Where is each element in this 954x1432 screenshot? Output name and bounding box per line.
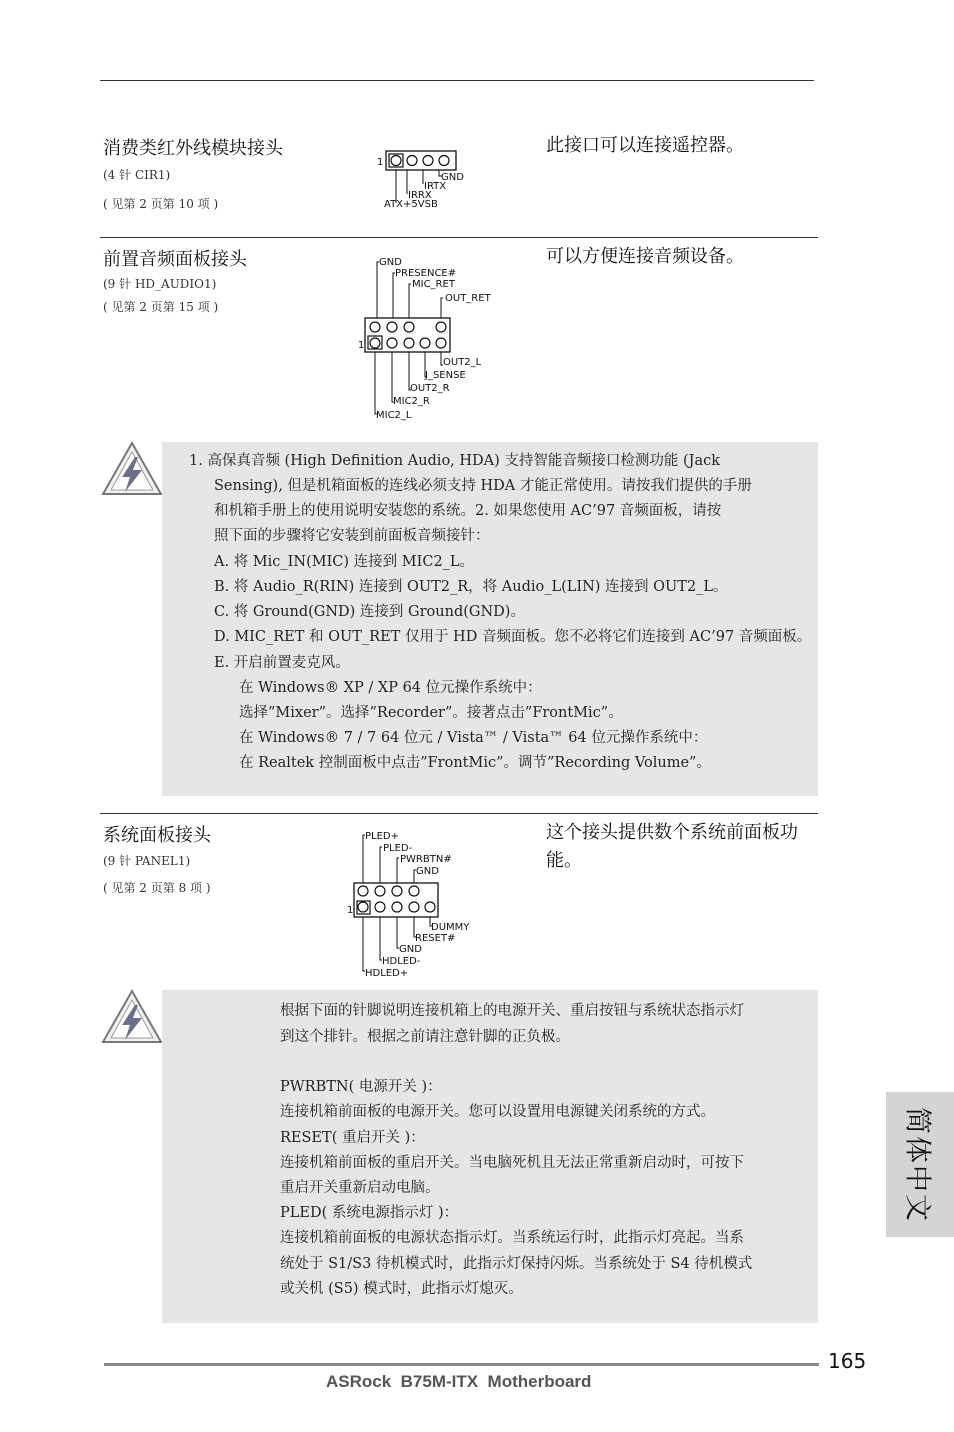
pwrbtn-description: 连接机箱前面板的电源开关。您可以设置用电源键关闭系统的方式。 (280, 1104, 715, 1120)
cir-gnd-label: GND (441, 172, 464, 183)
hda-step-c: C. 将 Ground(GND) 连接到 Ground(GND)。 (214, 604, 525, 620)
panel-pled-plus-label: PLED+ (365, 831, 399, 842)
cir-description: 此接口可以连接遥控器。 (546, 135, 744, 156)
audio-mic2-r-label: MIC2_R (393, 396, 430, 407)
page-number: 165 (828, 1349, 867, 1373)
top-rule (100, 80, 814, 81)
panel-note-line-2: 到这个排针。根据之前请注意针脚的正负极。 (280, 1029, 570, 1045)
language-side-tab (886, 1092, 954, 1237)
audio-out2-l-label: OUT2_L (443, 357, 482, 368)
hda-step-e-xp: 在 Windows® XP / XP 64 位元操作系统中： (239, 680, 542, 696)
hda-step-a: A. 将 Mic_IN(MIC) 连接到 MIC2_L。 (214, 554, 475, 570)
panel-reset-label: RESET# (415, 933, 456, 944)
audio-pin-diagram (355, 252, 505, 424)
panel-gnd-top-label: GND (416, 866, 439, 877)
panel-description-line-2: 能。 (546, 850, 582, 871)
audio-pin1-label: 1 (358, 340, 365, 351)
panel-pins: (9 针 PANEL1) (103, 854, 191, 868)
audio-pins: (9 针 HD_AUDIO1) (103, 277, 217, 291)
panel-pin-diagram (345, 825, 485, 982)
pled-description-line-3: 或关机 (S5) 模式时，此指示灯熄灭。 (280, 1281, 523, 1297)
cir-ref: ( 见第 2 页第 10 项 ) (103, 197, 219, 211)
pled-heading: PLED( 系统电源指示灯 )： (280, 1205, 459, 1221)
hda-step-b: B. 将 Audio_R(RIN) 连接到 OUT2_R，将 Audio_L(LIN) 连接到 OUT2_L。 (214, 579, 728, 595)
cir-title: 消费类红外线模块接头 (103, 138, 283, 159)
audio-ref: ( 见第 2 页第 15 项 ) (103, 300, 219, 314)
cir-irrx-label: IRRX (408, 190, 432, 201)
cir-atx-label: ATX+5VSB (384, 199, 438, 210)
hda-note-line-2: Sensing), 但是机箱面板的连线必须支持 HDA 才能正常使用。请按我们提供的手册 (214, 478, 752, 494)
panel-pled-minus-label: PLED- (383, 843, 413, 854)
panel-dummy-label: DUMMY (431, 922, 470, 933)
panel-gnd-bottom-label: GND (399, 944, 422, 955)
hda-step-e: E. 开启前置麦克风。 (214, 655, 350, 671)
panel-note-line-1: 根据下面的针脚说明连接机箱上的电源开关、重启按钮与系统状态指示灯 (280, 1003, 744, 1019)
panel-ref: ( 见第 2 页第 8 项 ) (103, 881, 211, 895)
rule-cir-audio (100, 237, 818, 238)
audio-description: 可以方便连接音频设备。 (546, 246, 744, 267)
panel-description-line-1: 这个接头提供数个系统前面板功 (546, 822, 798, 843)
rule-note-panel (100, 813, 818, 814)
audio-gnd-label: GND (379, 257, 402, 268)
cir-pin-diagram (370, 145, 480, 210)
cir-irtx-label: IRTX (424, 181, 447, 192)
reset-description-line-1: 连接机箱前面板的重启开关。当电脑死机且无法正常重新启动时，可按下 (280, 1155, 744, 1171)
pled-description-line-2: 统处于 S1/S3 待机模式时，此指示灯保持闪烁。当系统处于 S4 待机模式 (280, 1256, 753, 1272)
hda-step-d: D. MIC_RET 和 OUT_RET 仅用于 HD 音频面板。您不必将它们连接到 AC’97 音频面板。 (214, 629, 812, 645)
warning-icon (100, 440, 164, 498)
panel-pin1-label: 1 (347, 905, 354, 916)
footer-rule (104, 1363, 819, 1366)
panel-title: 系统面板接头 (103, 825, 211, 846)
panel-hdled-minus-label: HDLED- (382, 956, 421, 967)
hda-step-e-win7: 在 Windows® 7 / 7 64 位元 / Vista™ / Vista™ 64 位元操作系统中： (239, 730, 708, 746)
panel-pwrbtn-label: PWRBTN# (400, 854, 452, 865)
audio-presence-label: PRESENCE# (395, 268, 457, 279)
audio-out2-r-label: OUT2_R (410, 383, 450, 394)
audio-j-sense-label: J_SENSE (425, 370, 466, 381)
audio-mic-ret-label: MIC_RET (412, 279, 455, 290)
pwrbtn-heading: PWRBTN( 电源开关 )： (280, 1079, 442, 1095)
hda-step-e-xp-action: 选择”Mixer”。选择”Recorder”。接著点击”FrontMic”。 (239, 705, 623, 721)
pled-description-line-1: 连接机箱前面板的电源状态指示灯。当系统运行时，此指示灯亮起。当系 (280, 1230, 744, 1246)
panel-hdled-plus-label: HDLED+ (365, 968, 409, 979)
language-side-tab-label: 简体中文 (901, 1106, 933, 1223)
cir-pins: (4 针 CIR1) (103, 168, 171, 182)
cir-pin1-label: 1 (377, 157, 384, 168)
hda-step-e-win7-action: 在 Realtek 控制面板中点击”FrontMic”。调节”Recording Volume”。 (239, 755, 711, 771)
reset-description-line-2: 重启开关重新启动电脑。 (280, 1180, 440, 1196)
hda-note-line-4: 照下面的步骤将它安装到前面板音频接针： (214, 528, 490, 544)
hda-note-line-3: 和机箱手册上的使用说明安装您的系统。2. 如果您使用 AC’97 音频面板，请按 (214, 503, 722, 519)
hda-note-line-1: 1. 高保真音频 (High Definition Audio, HDA) 支持智能音频接口检测功能 (Jack (189, 453, 721, 469)
footer-title: ASRock B75M-ITX Motherboard (326, 1372, 592, 1391)
reset-heading: RESET( 重启开关 )： (280, 1130, 425, 1146)
audio-mic2-l-label: MIC2_L (376, 410, 412, 421)
audio-title: 前置音频面板接头 (103, 249, 247, 270)
audio-out-ret-label: OUT_RET (445, 293, 491, 304)
warning-icon (100, 988, 164, 1046)
